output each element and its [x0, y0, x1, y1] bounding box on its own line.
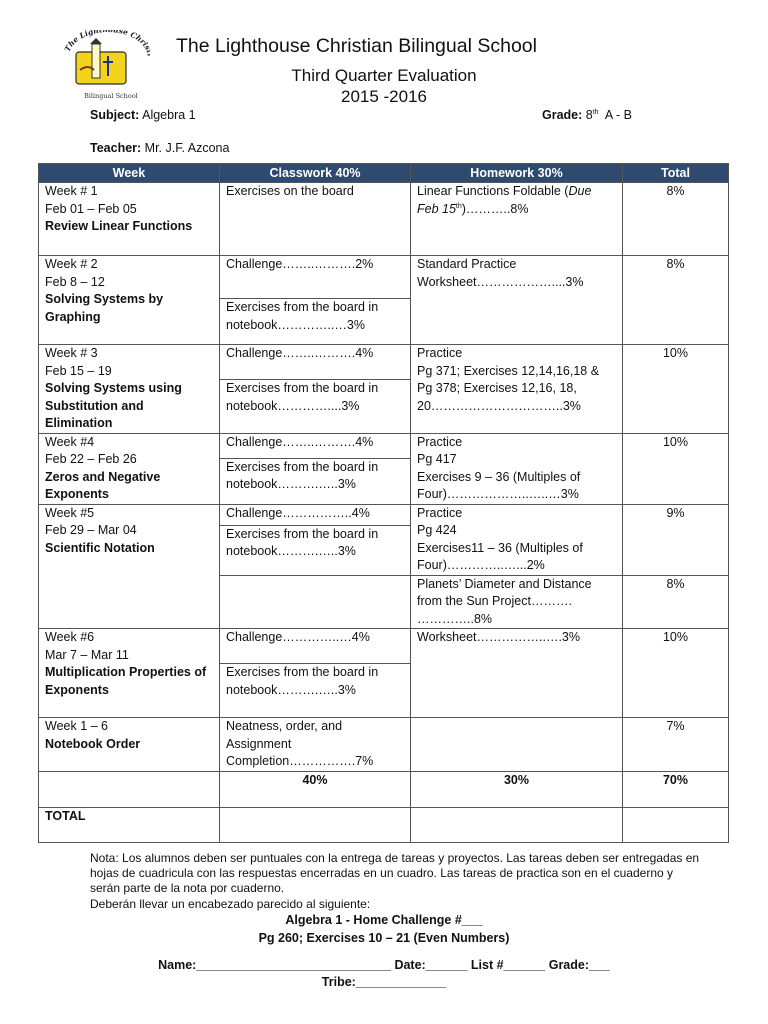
week-cell	[39, 433, 220, 504]
week-cell	[39, 256, 220, 345]
homework-item: Exercises 9 – 36 (Multiples of Four)………………..…..…3%	[417, 469, 581, 501]
total-cell: 10%	[623, 629, 729, 718]
table-row	[39, 629, 729, 718]
subject-value: Algebra 1	[142, 108, 196, 122]
homework-cell	[411, 504, 623, 575]
homework-cell	[411, 345, 623, 434]
homework-cell	[411, 183, 623, 256]
classwork-cell	[220, 718, 411, 772]
classwork-item: Exercises on the board	[226, 184, 354, 198]
note-heading-line: Deberán llevar un encabezado parecido al siguiente:	[90, 896, 371, 911]
week-topic: Scientific Notation	[45, 540, 155, 555]
homework-item: Pg 371; Exercises 12,14,16,18 &	[417, 363, 600, 378]
week-topic: Multiplication Properties of Exponents	[45, 665, 207, 697]
summary-blank	[39, 771, 220, 807]
grade-sections: A - B	[604, 108, 632, 122]
note-paragraph	[90, 851, 700, 912]
classwork-cell	[220, 504, 411, 575]
total-cell: 8%	[623, 183, 729, 256]
classwork-item: Neatness, order, and Assignment Completion…………….7%	[226, 719, 374, 768]
header-homework: Homework 30%	[411, 164, 623, 183]
grade-suffix: th	[592, 108, 599, 116]
svg-text:Bilingual School: Bilingual School	[84, 92, 138, 100]
homework-cell	[411, 575, 623, 629]
homework-cell	[411, 718, 623, 772]
homework-item: Worksheet……………..….3%	[417, 630, 581, 644]
header-classwork: Classwork 40%	[220, 164, 411, 183]
example-title: Algebra 1 - Home Challenge #___	[285, 913, 483, 927]
week-dates: Feb 8 – 12	[45, 274, 105, 289]
week-label: Week #4	[45, 434, 95, 449]
header-week: Week	[39, 164, 220, 183]
table-row	[39, 345, 729, 434]
week-cell	[39, 718, 220, 772]
table-row	[39, 256, 729, 345]
total-cell: 8%	[623, 575, 729, 629]
week-dates: Mar 7 – Mar 11	[45, 647, 129, 662]
classwork-item: Challenge……..……….4%	[226, 346, 374, 360]
classwork-cell	[220, 575, 411, 629]
teacher-label: Teacher:	[90, 141, 142, 155]
week-cell	[39, 504, 220, 629]
name-date-line: Name:____________________________ Date:______ List #______ Grade:___	[158, 958, 610, 972]
total-cell: 10%	[623, 433, 729, 504]
subject-label: Subject:	[90, 108, 140, 122]
teacher-line	[90, 141, 229, 155]
school-name: The Lighthouse Christian Bilingual School	[176, 35, 537, 57]
svg-text:The Lighthouse Christian: he Ligh se Chri	[66, 30, 150, 49]
homework-item: Pg 424	[417, 523, 457, 537]
total-cell: 8%	[623, 256, 729, 345]
table-row	[39, 433, 729, 504]
total-classwork	[220, 807, 411, 842]
week-cell	[39, 345, 220, 434]
classwork-cell	[220, 345, 411, 434]
classwork-cell	[220, 183, 411, 256]
project-item: Planets’ Diameter and Distance from the Sun Project………. …………..8%	[417, 576, 592, 626]
classwork-item: Exercises from the board in notebook…………..…3%	[220, 298, 410, 334]
classwork-item: Exercises from the board in notebook……….…..3%	[220, 525, 410, 561]
classwork-item: Exercises from the board in notebook……….…..3%	[220, 458, 410, 494]
homework-item: Linear Functions Foldable (	[417, 184, 569, 198]
total-cell: 7%	[623, 718, 729, 772]
classwork-item: Exercises from the board in notebook……….…..3%	[220, 663, 410, 699]
subject-line	[90, 108, 196, 122]
week-topic: Review Linear Functions	[45, 219, 193, 233]
week-label: Week # 1	[45, 184, 98, 198]
total-cell: 10%	[623, 345, 729, 434]
classwork-cell	[220, 629, 411, 718]
teacher-value: Mr. J.F. Azcona	[144, 141, 230, 155]
week-topic: Solving Systems by Graphing	[45, 292, 164, 324]
classwork-cell	[220, 433, 411, 504]
total-value	[623, 807, 729, 842]
total-cell: 9%	[623, 504, 729, 575]
grade-number: 8	[585, 108, 593, 122]
example-exercises: Pg 260; Exercises 10 – 21 (Even Numbers)	[258, 931, 510, 945]
summary-total: 70%	[623, 771, 729, 807]
note-text: Nota: Los alumnos deben ser puntuales con la entrega de tareas y proyectos. Las tareas deben ser entregadas en hojas de cuadricula con las respuestas encerradas en un cuadro. Las tareas de practica son en el cuaderno y serán parte de la nota por cuaderno.	[90, 851, 700, 896]
total-label: TOTAL	[39, 807, 220, 842]
homework-item: Exercises11 – 36 (Multiples of Four)…………..…...2%	[417, 540, 583, 572]
week-label: Week #5	[45, 505, 95, 520]
header-total: Total	[623, 164, 729, 183]
evaluation-year: 2015 -2016	[340, 87, 428, 106]
summary-row	[39, 771, 729, 807]
homework-due-suffix: th	[455, 202, 462, 210]
summary-classwork: 40%	[220, 771, 411, 807]
homework-item: Practice	[417, 505, 463, 520]
homework-item: Practice	[417, 434, 463, 449]
week-dates: Feb 01 – Feb 05	[45, 201, 137, 216]
classwork-item: Challenge……..……….2%	[226, 257, 374, 271]
evaluation-title: Third Quarter Evaluation	[291, 66, 477, 85]
classwork-cell	[220, 256, 411, 345]
classwork-item: Exercises from the board in notebook…………....3%	[220, 379, 410, 415]
week-label: Week # 3	[45, 346, 98, 360]
week-cell	[39, 629, 220, 718]
table-row	[39, 183, 729, 256]
evaluation-table	[38, 163, 729, 843]
week-topic: Zeros and Negative Exponents	[45, 469, 161, 501]
grade-line	[542, 108, 632, 122]
week-cell	[39, 183, 220, 256]
total-row	[39, 807, 729, 842]
week-label: Week 1 – 6	[45, 719, 109, 733]
classwork-item: Challenge……..……….4%	[226, 434, 374, 449]
total-homework	[411, 807, 623, 842]
table-row	[39, 718, 729, 772]
week-topic: Solving Systems using Substitution and Elimination	[45, 381, 182, 430]
homework-cell	[411, 629, 623, 718]
classwork-item: Challenge…………..…4%	[226, 630, 370, 644]
summary-homework: 30%	[411, 771, 623, 807]
classwork-item: Challenge……………..4%	[226, 505, 370, 520]
week-label: Week # 2	[45, 257, 98, 271]
week-dates: Feb 29 – Mar 04	[45, 523, 137, 537]
homework-cell	[411, 256, 623, 345]
homework-item: Pg 378; Exercises 12,16, 18, 20…………………………..3%	[417, 381, 581, 413]
homework-item: Practice	[417, 346, 463, 360]
week-dates: Feb 22 – Feb 26	[45, 452, 137, 466]
table-row	[39, 504, 729, 575]
homework-cell	[411, 433, 623, 504]
grade-label: Grade:	[542, 108, 583, 122]
homework-due: Due Feb 15	[417, 184, 592, 216]
week-dates: Feb 15 – 19	[45, 363, 112, 378]
homework-item: Standard Practice Worksheet………………....3%	[417, 257, 584, 289]
homework-points: )………..8%	[461, 201, 529, 216]
homework-item: Pg 417	[417, 452, 457, 466]
tribe-line: Tribe:_____________	[321, 975, 447, 989]
week-label: Week #6	[45, 630, 95, 644]
week-topic: Notebook Order	[45, 736, 141, 751]
